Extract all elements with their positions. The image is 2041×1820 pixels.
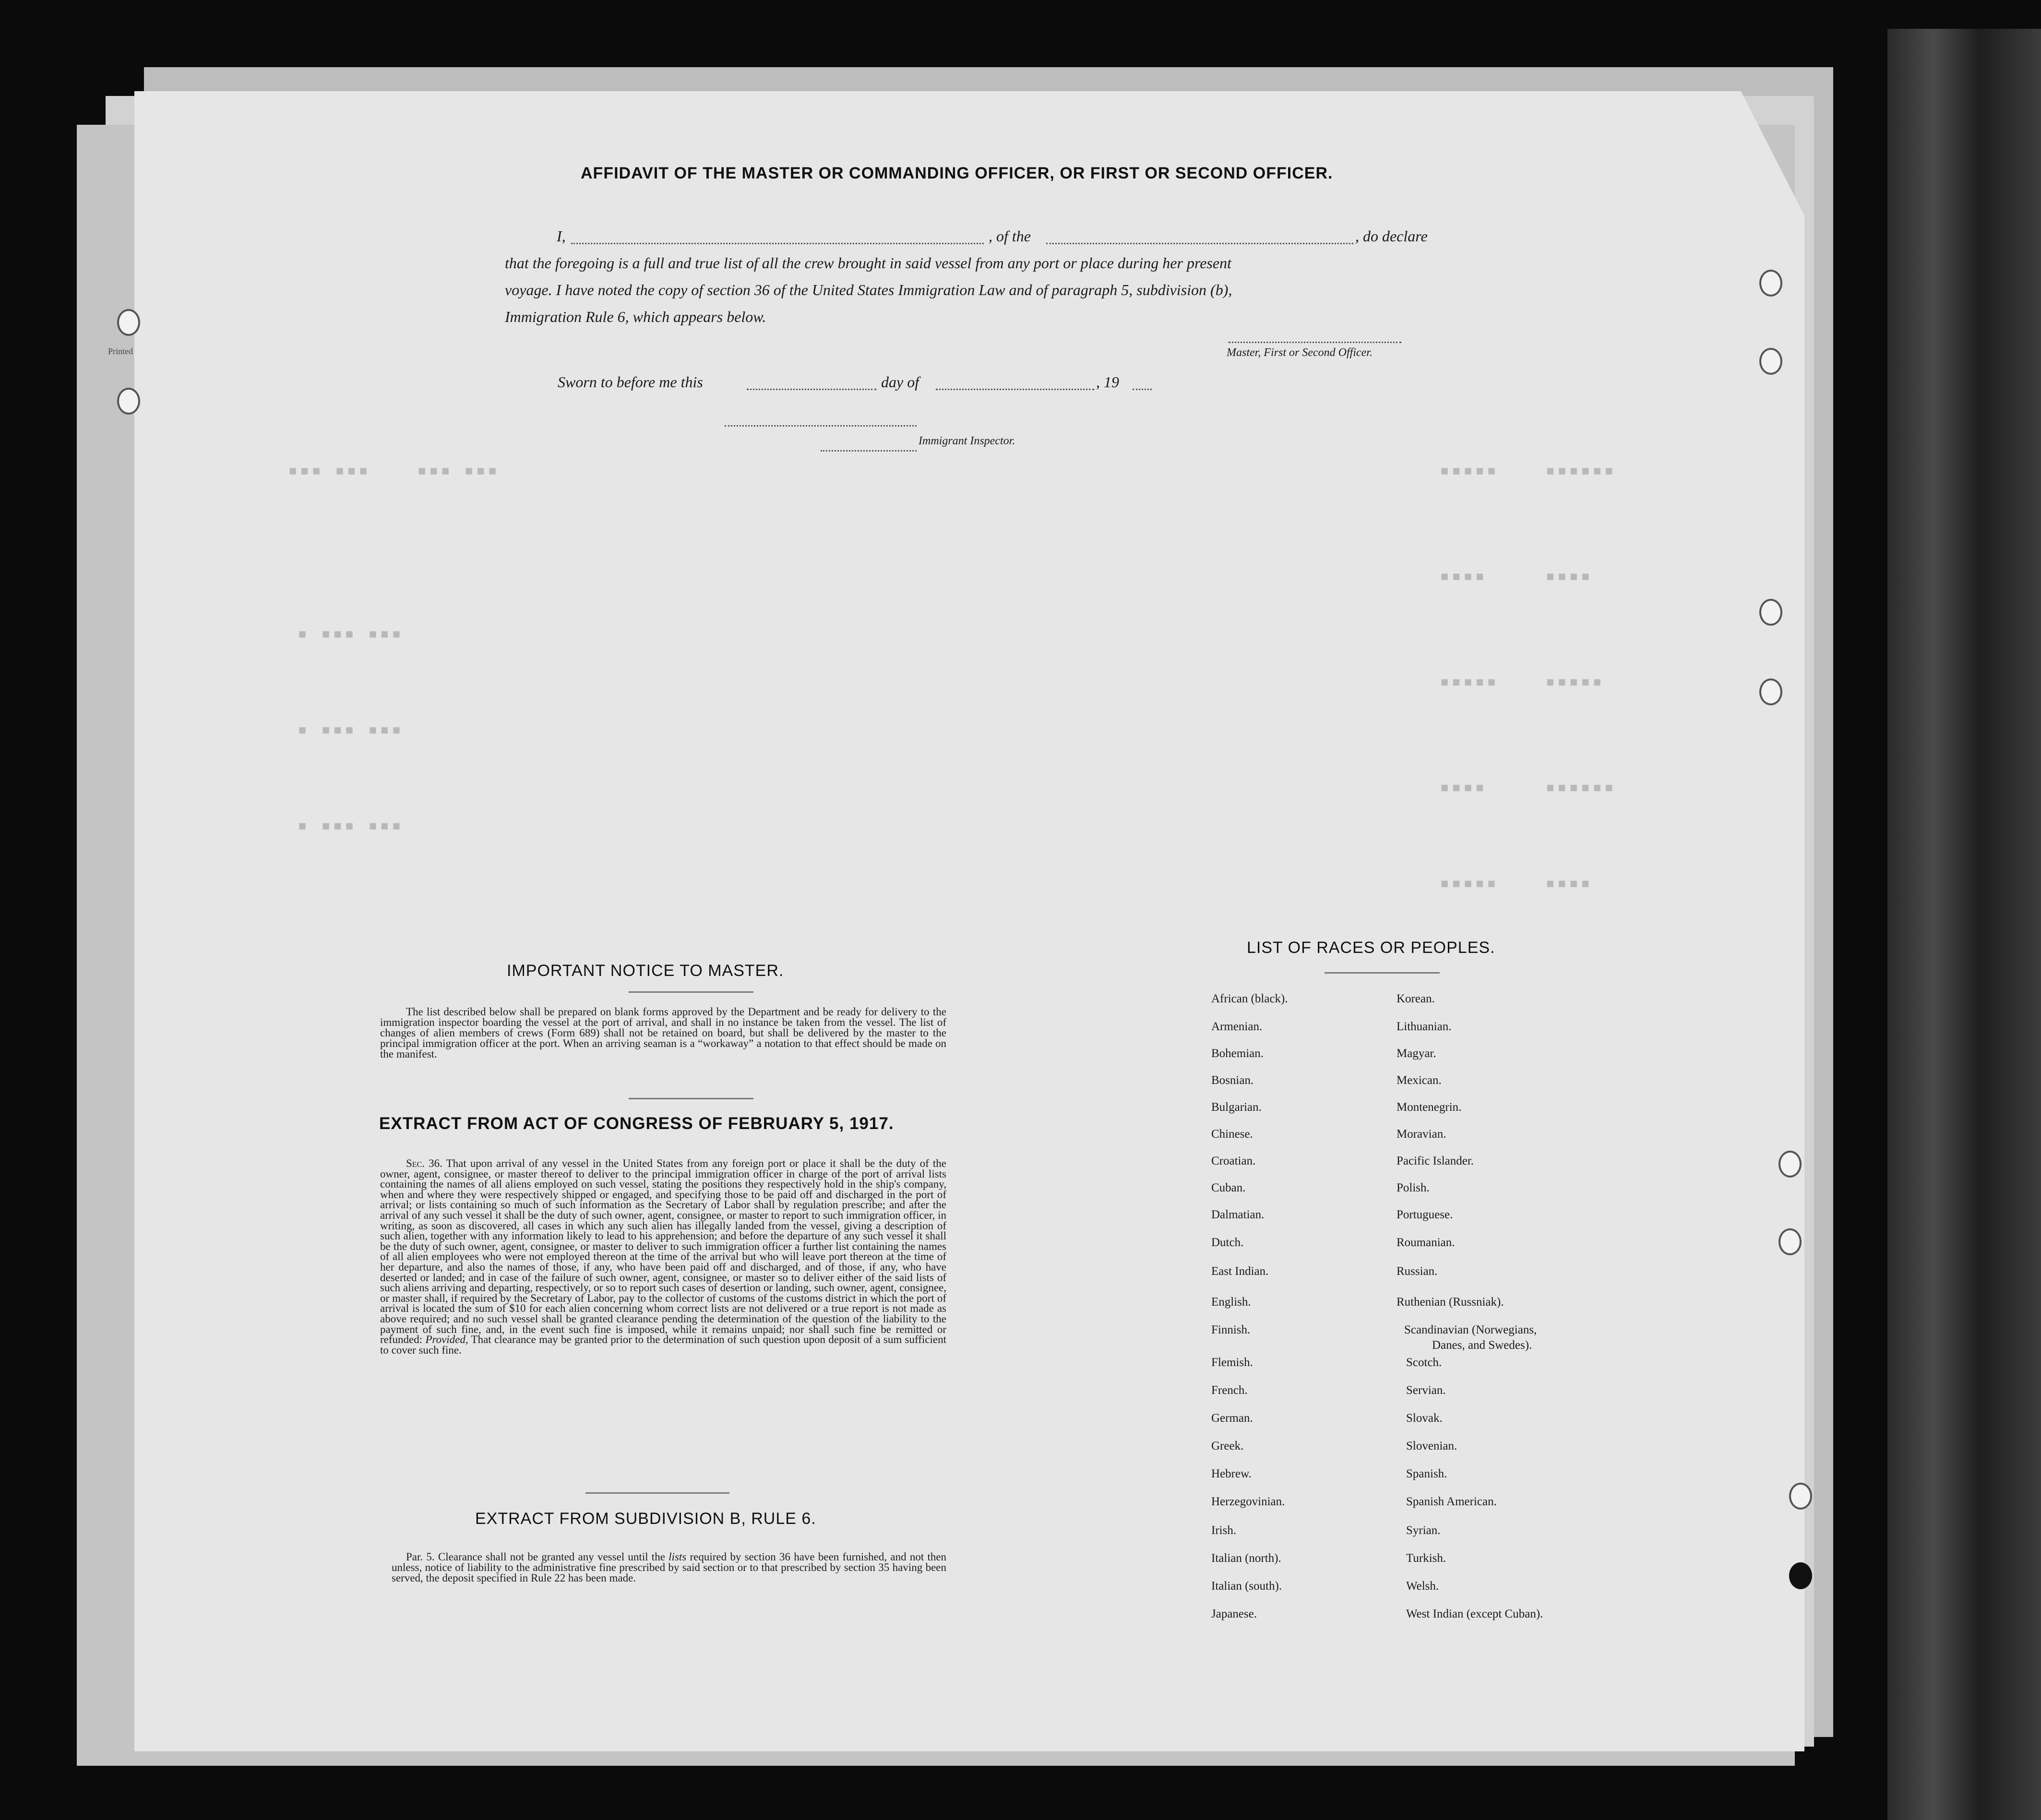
race-item: Dutch. [1211, 1236, 1244, 1249]
race-item: Greek. [1211, 1439, 1244, 1452]
race-item: Irish. [1211, 1524, 1237, 1537]
race-item: Hebrew. [1211, 1467, 1252, 1480]
master-signature-label: Master, First or Second Officer. [1227, 346, 1373, 359]
affidavit-of-the: , of the [989, 227, 1031, 245]
act-extract-body [380, 1158, 946, 1355]
affidavit-line-2: that the foregoing is a full and true list of all the crew brought in said vessel from any port or place during her present [505, 254, 1231, 272]
divider [629, 991, 753, 993]
race-item: Flemish. [1211, 1356, 1253, 1369]
race-item: French. [1211, 1384, 1248, 1397]
punch-hole [1759, 270, 1782, 297]
day-of-label: day of [881, 373, 919, 391]
punch-hole [1759, 678, 1782, 705]
race-item: Danes, and Swedes). [1432, 1339, 1532, 1352]
vessel-position-line[interactable] [1046, 243, 1353, 244]
punch-hole [1778, 1228, 1802, 1255]
race-item: Spanish. [1406, 1467, 1447, 1480]
race-item: Italian (south). [1211, 1580, 1282, 1593]
race-item: Croatian. [1211, 1154, 1256, 1167]
race-item: Chinese. [1211, 1128, 1253, 1141]
rule-text-b: required by section 36 have been furnished, and not then unless, notice of liability to the administrative fine prescribed by said section or to that prescribed by section 35 having been served, the deposit specified in Rule 22 has been made. [392, 1551, 947, 1584]
race-item: Pacific Islander. [1396, 1154, 1474, 1167]
race-item: Dalmatian. [1211, 1208, 1265, 1221]
declarant-name-line[interactable] [571, 243, 984, 244]
race-item: Montenegrin. [1396, 1101, 1462, 1114]
bleed-through-texture: ▪▪▪▪▪ ▪▪▪▪ [1440, 873, 1593, 892]
bleed-through-texture: ▪ ▪▪▪ ▪▪▪ [298, 720, 404, 739]
race-item: Servian. [1406, 1384, 1446, 1397]
document-sheet [134, 91, 1804, 1751]
bleed-through-texture: ▪ ▪▪▪ ▪▪▪ [298, 624, 404, 643]
race-item: German. [1211, 1412, 1253, 1425]
race-item: Bosnian. [1211, 1074, 1254, 1087]
inspector-signature-line-1[interactable] [725, 425, 917, 427]
sworn-label: Sworn to before me this [558, 373, 703, 391]
race-item: Italian (north). [1211, 1552, 1281, 1565]
affidavit-title: AFFIDAVIT OF THE MASTER OR COMMANDING OFFICER, OR FIRST OR SECOND OFFICER. [581, 164, 1333, 182]
sworn-day-line[interactable] [747, 389, 876, 390]
race-item: Finnish. [1211, 1323, 1251, 1336]
race-item: Herzegovinian. [1211, 1495, 1285, 1508]
race-item: Japanese. [1211, 1607, 1257, 1620]
race-item: Bohemian. [1211, 1047, 1264, 1060]
race-item: Roumanian. [1396, 1236, 1455, 1249]
bleed-through-texture: ▪▪▪▪▪ ▪▪▪▪▪ [1440, 672, 1604, 691]
race-item: Scotch. [1406, 1356, 1442, 1369]
race-item: Ruthenian (Russniak). [1396, 1296, 1504, 1308]
race-item: Russian. [1396, 1265, 1438, 1278]
affidavit-line-3: voyage. I have noted the copy of section 36 of the United States Immigration Law and of paragraph 5, subdivision (b), [505, 281, 1232, 298]
race-item: Mexican. [1396, 1074, 1442, 1087]
rule-extract-title: EXTRACT FROM SUBDIVISION B, RULE 6. [475, 1510, 816, 1528]
race-item: English. [1211, 1296, 1251, 1308]
race-item: Portuguese. [1396, 1208, 1453, 1221]
divider [629, 1098, 753, 1099]
punch-hole [1778, 1151, 1802, 1178]
punch-hole [1759, 599, 1782, 626]
race-item: Slovenian. [1406, 1439, 1457, 1452]
notice-body: The list described below shall be prepared on blank forms approved by the Department and be ready for delivery to the immigration inspector boarding the vessel at the port of arrival, and shall in no instance be taken from the vessel. The list of changes of alien members of crews (Form 689) shall not be retained on board, but shall be delivered by the master to the principal immigration officer at the port. When an arriving seaman is a “workaway” a notation to that effect should be made on the manifest. [380, 1006, 946, 1060]
race-item: East Indian. [1211, 1265, 1269, 1278]
margin-note: Printed [108, 346, 133, 356]
bleed-through-texture: ▪ ▪▪▪ ▪▪▪ [298, 816, 404, 835]
inspector-label: Immigrant Inspector. [919, 435, 1015, 447]
race-item: Korean. [1396, 992, 1435, 1005]
master-signature-line[interactable] [1229, 342, 1401, 343]
race-item: Armenian. [1211, 1020, 1263, 1033]
race-item: Turkish. [1406, 1552, 1446, 1565]
affidavit-i: I, [557, 227, 566, 245]
race-item: Cuban. [1211, 1181, 1246, 1194]
section-36-text: That upon arrival of any vessel in the United States from any foreign port or place it shall be the duty of the owner, agent, consignee, or master thereof to deliver to the principal immigration officer in charge of the port of arrival lists containing the names of all aliens employed on such vessel, stating the positions they respectively hold in the ship's company, when and where they were respectively shipped or engaged, and specifying those to be paid off and discharged in the port of arrival; or lists containing so much of such information as the Secretary of Labor shall by regulation prescribe; and after the arrival of any such vessel it shall be the duty of such owner, agent, consignee, or master to report to such immigration officer, in writing, as soon as discovered, all cases in which any such alien has illegally landed from the vessel, giving a description of such alien, together with any information likely to lead to his apprehension; and before the departure of any such vessel it shall be the duty of such owner, agent, consignee, or master to deliver to such immigration officer a further list containing the names of all alien employees who were not employed thereon at the time of the arrival but who will leave port thereon at the time of her departure, and also the names of those, if any, who have been paid off and discharged, and of those, if any, who have deserted or landed; and in case of the failure of such owner, agent, consignee, or master so to deliver either of the said lists of such aliens arriving and departing, respectively, or so to report such cases of desertion or landing, such owner, agent, consignee, or master shall, if required by the Secretary of Labor, pay to the collector of customs of the customs district in which the port of arrival is located the sum of $10 for each alien concerning whom correct lists are not delivered or a true report is not made as above required; and no such vessel shall be granted clearance pending the determination of the question of the liability to the payment of such fine, and, in the event such fine is imposed, while it remains unpaid; nor shall such fine be remitted or refunded: [380, 1157, 946, 1346]
race-item: Syrian. [1406, 1524, 1441, 1537]
punch-hole [1759, 348, 1782, 375]
affidavit-do-declare: , do declare [1355, 227, 1428, 245]
lists-word: lists [668, 1551, 687, 1563]
divider [585, 1492, 729, 1494]
rule-text-a: Clearance shall not be granted any vessel until the [438, 1551, 665, 1563]
sworn-year-line[interactable] [1133, 389, 1152, 390]
affidavit-line-4: Immigration Rule 6, which appears below. [505, 308, 766, 325]
races-title: LIST OF RACES OR PEOPLES. [1247, 939, 1495, 957]
punch-hole [1789, 1483, 1812, 1510]
bleed-through-texture: ▪▪▪ ▪▪▪ ▪▪▪ ▪▪▪ [288, 461, 500, 480]
race-item: Polish. [1396, 1181, 1430, 1194]
race-item: Moravian. [1396, 1128, 1446, 1141]
race-item: Magyar. [1396, 1047, 1436, 1060]
race-item: Welsh. [1406, 1580, 1439, 1593]
section-label: Sec. 36. [406, 1157, 442, 1169]
proviso-text: That clearance may be granted prior to the determination of such question upon deposit of a sum sufficient to cover such fine. [380, 1333, 946, 1356]
paragraph-label: Par. 5. [406, 1551, 435, 1563]
inspector-signature-line-2[interactable] [821, 450, 917, 452]
race-item: Scandinavian (Norwegians, [1404, 1323, 1537, 1336]
proviso-label: Provided, [425, 1333, 468, 1346]
divider [1325, 972, 1440, 974]
binder-spine [1887, 29, 2041, 1820]
race-item: West Indian (except Cuban). [1406, 1607, 1543, 1620]
notice-title: IMPORTANT NOTICE TO MASTER. [507, 962, 784, 980]
sworn-month-line[interactable] [936, 389, 1094, 390]
race-item: Spanish American. [1406, 1495, 1497, 1508]
act-extract-title: EXTRACT FROM ACT OF CONGRESS OF FEBRUARY 5, 1917. [379, 1114, 894, 1133]
race-item: Bulgarian. [1211, 1101, 1262, 1114]
punch-hole [117, 388, 140, 415]
race-item: Lithuanian. [1396, 1020, 1452, 1033]
rule-extract-body [392, 1552, 946, 1583]
year-label: , 19 [1096, 373, 1119, 391]
punch-hole [117, 309, 140, 336]
race-item: African (black). [1211, 992, 1288, 1005]
bleed-through-texture: ▪▪▪▪ ▪▪▪▪▪▪ [1440, 777, 1616, 797]
bleed-through-texture: ▪▪▪▪ ▪▪▪▪ [1440, 566, 1593, 585]
punch-hole [1789, 1562, 1812, 1589]
race-item: Slovak. [1406, 1412, 1443, 1425]
bleed-through-texture: ▪▪▪▪▪ ▪▪▪▪▪▪ [1440, 461, 1616, 480]
